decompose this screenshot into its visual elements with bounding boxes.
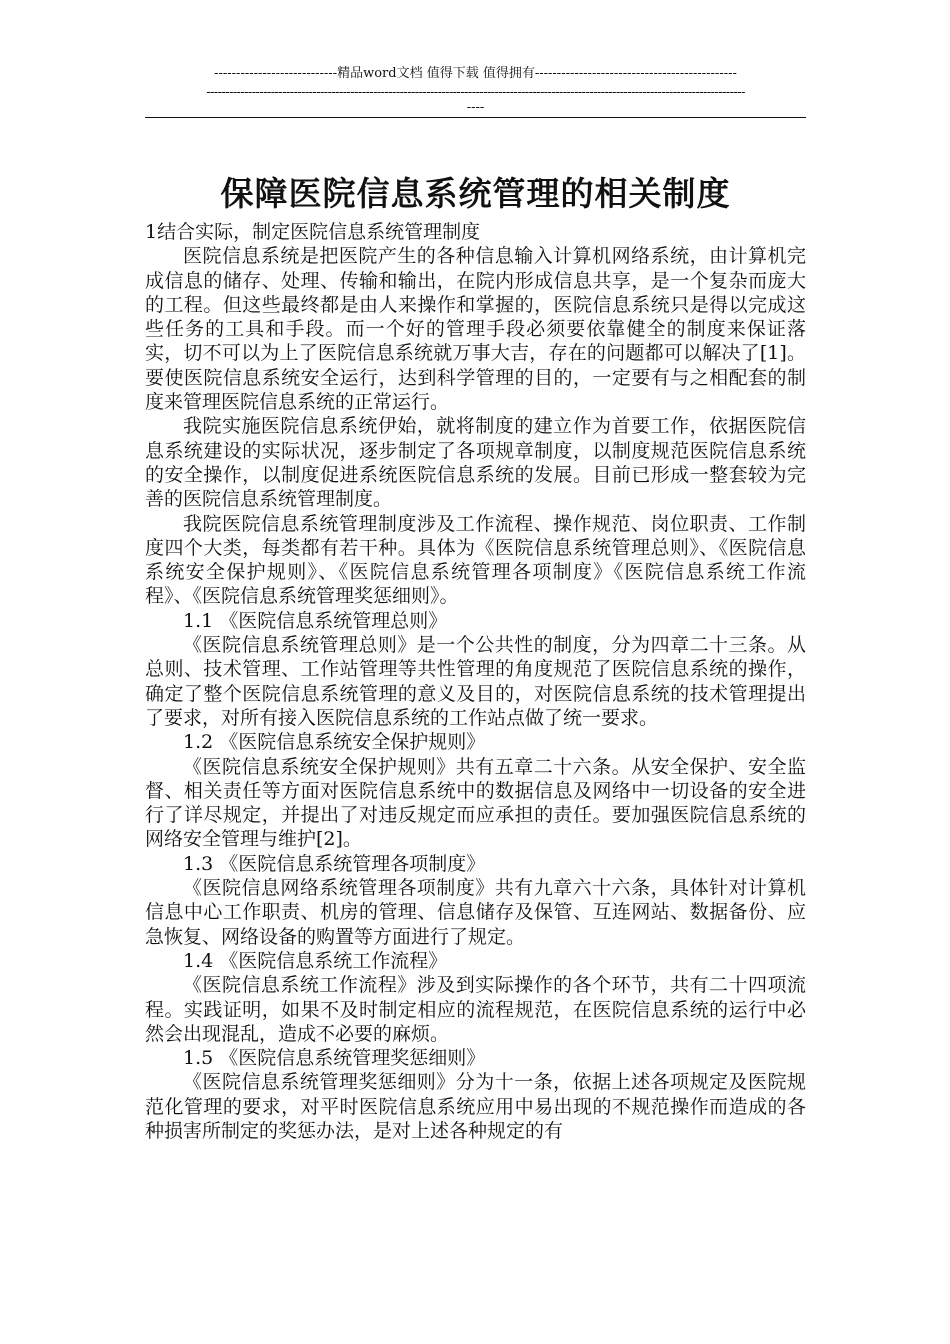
body-paragraph: 《医院信息系统管理总则》是一个公共性的制度，分为四章二十三条。从总则、技术管理、工作站管理等共性管理的角度规范了医院信息系统的操作，确定了整个医院信息系统管理的意义及目的，对医院信息系统的技术管理提出了要求，对所有接入医院信息系统的工作站点做了统一要求。 — [145, 634, 806, 729]
section-heading: 1结合实际，制定医院信息系统管理制度 — [145, 221, 481, 243]
body-paragraph: 我院医院信息系统管理制度涉及工作流程、操作规范、岗位职责、工作制度四个大类，每类都有若干种。具体为《医院信息系统管理总则》、《医院信息系统安全保护规则》、《医院信息系统管理各项制度》《医院信息系统工作流程》、《医院信息系统管理奖惩细则》。 — [145, 512, 806, 608]
subsection-heading: 1.1 《医院信息系统管理总则》 — [183, 609, 448, 632]
subsection-heading: 1.3 《医院信息系统管理各项制度》 — [183, 852, 486, 875]
page-header-dashes: ---------------------------------------------------------------------------------------------------------------------------------------------- — [206, 86, 745, 100]
body-paragraph: 《医院信息系统管理奖惩细则》分为十一条，依据上述各项规定及医院规范化管理的要求，对平时医院信息系统应用中易出现的不规范操作而造成的各种损害所制定的奖惩办法，是对上述各种规定的有 — [145, 1071, 806, 1142]
body-paragraph: 《医院信息系统工作流程》涉及到实际操作的各个环节，共有二十四项流程。实践证明，如果不及时制定相应的流程规范，在医院信息系统的运行中必然会出现混乱，造成不必要的麻烦。 — [145, 974, 806, 1045]
body-paragraph: 我院实施医院信息系统伊始，就将制度的建立作为首要工作，依据医院信息系统建设的实际状况，逐步制定了各项规章制度，以制度规范医院信息系统的安全操作，以制度促进系统医院信息系统的发展。目前已形成一整套较为完善的医院信息系统管理制度。 — [145, 415, 806, 511]
body-paragraph: 《医院信息系统安全保护规则》共有五章二十六条。从安全保护、安全监督、相关责任等方面对医院信息系统中的数据信息及网络中一切设备的安全进行了详尽规定，并提出了对违反规定而应承担的责任。要加强医院信息系统的网络安全管理与维护[2]。 — [145, 755, 806, 851]
page-header-dashes-tail: ---- — [466, 100, 485, 115]
page-header-banner: ----------------------------精品word文档 值得下载 值得拥有---------------------------------------------- — [214, 66, 737, 81]
subsection-heading: 1.4 《医院信息系统工作流程》 — [183, 949, 448, 972]
subsection-heading: 1.5 《医院信息系统管理奖惩细则》 — [183, 1047, 486, 1070]
header-divider — [145, 117, 806, 118]
subsection-heading: 1.2 《医院信息系统安全保护规则》 — [183, 731, 486, 754]
body-paragraph: 《医院信息网络系统管理各项制度》共有九章六十六条，具体针对计算机信息中心工作职责、机房的管理、信息储存及保管、互连网站、数据备份、应急恢复、网络设备的购置等方面进行了规定。 — [145, 877, 806, 948]
document-title: 保障医院信息系统管理的相关制度 — [220, 174, 731, 214]
body-paragraph: 医院信息系统是把医院产生的各种信息输入计算机网络系统，由计算机完成信息的储存、处理、传输和输出，在院内形成信息共享，是一个复杂而庞大的工程。但这些最终都是由人来操作和掌握的，医院信息系统只是得以完成这些任务的工具和手段。而一个好的管理手段必须要依靠健全的制度来保证落实，切不可以为上了医院信息系统就万事大吉，存在的问题都可以解决了[1]。要使医院信息系统安全运行，达到科学管理的目的，一定要有与之相配套的制度来管理医院信息系统的正常运行。 — [145, 245, 806, 414]
document-body — [145, 220, 806, 1143]
